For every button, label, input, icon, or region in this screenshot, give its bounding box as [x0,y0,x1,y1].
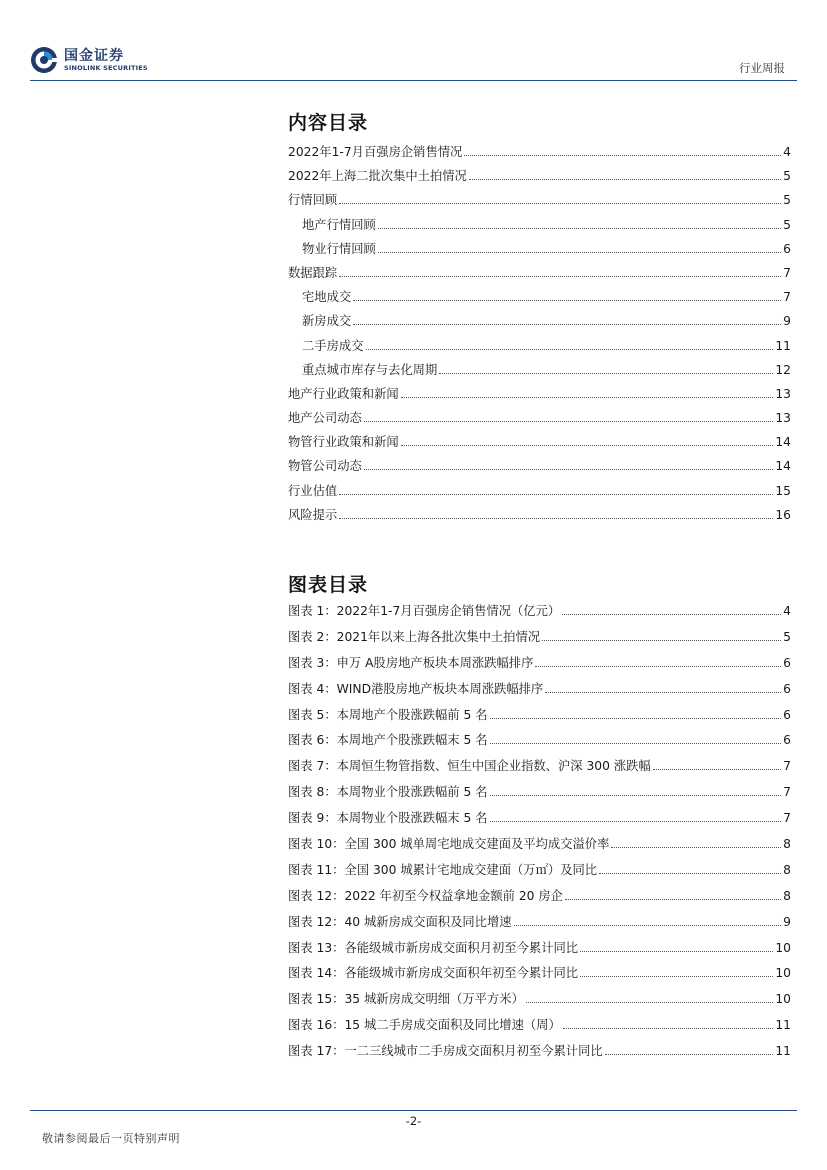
figure-entry[interactable] [288,860,791,886]
dot-leader [514,924,782,926]
toc-entry-label: 风险提示 [288,507,338,522]
company-logo [30,46,148,74]
toc-entry-page: 6 [783,241,791,256]
dot-leader [526,1001,773,1003]
dot-leader [339,275,781,277]
figure-entry-label: 图表 8：本周物业个股涨跌幅前 5 名 [288,785,488,800]
toc-entry-label: 2022年1-7月百强房企销售情况 [288,145,463,159]
figure-entry-page: 7 [783,785,791,800]
toc-entry[interactable] [288,505,791,529]
page-header [0,0,827,82]
toc-entry[interactable] [288,263,791,287]
figure-entry[interactable] [288,756,791,782]
toc-entry-label: 行情回顾 [288,193,338,208]
figure-entry[interactable] [288,782,791,808]
figure-entry[interactable] [288,627,791,653]
figure-entry-page: 8 [783,837,791,852]
dot-leader [535,665,781,667]
toc-entry-page: 12 [775,362,791,377]
toc-entry-label: 地产行业政策和新闻 [288,386,399,401]
header-divider [30,80,797,81]
figure-entry-label: 图表 16：15 城二手房成交面积及同比增速（周） [288,1018,561,1033]
dot-leader [378,227,781,229]
dot-leader [401,396,774,398]
figure-entry-label: 图表 2：2021年以来上海各批次集中土拍情况 [288,629,541,644]
toc-entry[interactable] [288,311,791,335]
figures-title: 图表目录 [288,574,369,596]
toc-entry-label: 物管行业政策和新闻 [288,435,399,450]
dot-leader [378,251,781,253]
dot-leader [353,299,781,301]
figure-entry-page: 10 [775,992,791,1007]
toc-entry-label: 数据跟踪 [288,265,338,280]
footer-divider [30,1110,797,1111]
figure-entry-label: 图表 12：40 城新房成交面积及同比增速 [288,914,512,929]
toc-entry-label: 新房成交 [302,314,352,329]
figure-entry-label: 图表 17：一二三线城市二手房成交面积月初至今累计同比 [288,1044,603,1059]
dot-leader [469,178,781,180]
dot-leader [605,1053,774,1055]
figure-entry-page: 7 [783,811,791,826]
figure-entry-page: 6 [783,655,791,670]
dot-leader [562,613,781,615]
dot-leader [353,323,781,325]
dot-leader [364,468,774,470]
toc-entry-page: 15 [775,483,791,498]
figure-entry-label: 图表 14：各能级城市新房成交面积年初至今累计同比 [288,966,579,981]
toc-entry-page: 13 [775,411,791,426]
contents-title: 内容目录 [288,112,369,134]
toc-entry-label: 二手房成交 [302,338,364,353]
figure-entry[interactable] [288,730,791,756]
figure-entry-page: 7 [783,759,791,774]
dot-leader [490,742,782,744]
toc-entry-page: 5 [783,217,791,232]
figure-entry-label: 图表 9：本周物业个股涨跌幅末 5 名 [288,811,488,826]
figure-entry-label: 图表 10：全国 300 城单周宅地成交建面及平均成交溢价率 [288,837,610,852]
logo-english-name: SINOLINK SECURITIES [64,63,148,72]
dot-leader [439,372,773,374]
dot-leader [545,691,781,693]
figure-entry-page: 5 [783,629,791,644]
figure-entry-page: 8 [783,888,791,903]
figure-entry[interactable] [288,653,791,679]
toc-entry[interactable] [288,215,791,239]
figure-entry[interactable] [288,1015,791,1041]
toc-entry[interactable] [288,190,791,214]
figure-entry[interactable] [288,601,791,627]
figures-list [288,601,791,1067]
logo-chinese-name: 国金证券 [64,47,124,64]
figure-entry-page: 11 [775,1044,791,1059]
dot-leader [611,846,781,848]
figure-entry-label: 图表 5：本周地产个股涨跌幅前 5 名 [288,707,488,722]
figure-entry[interactable] [288,963,791,989]
toc-entry[interactable] [288,360,791,384]
toc-entry-page: 11 [775,338,791,353]
dot-leader [565,898,781,900]
toc-entry[interactable] [288,384,791,408]
dot-leader [339,517,773,519]
dot-leader [542,639,781,641]
figure-entry-page: 6 [783,681,791,696]
toc-entry-label: 物管公司动态 [288,459,362,474]
dot-leader [339,202,781,204]
toc-entry[interactable] [288,142,791,166]
toc-entry-page: 7 [783,265,791,280]
figure-entry-label: 图表 12：2022 年初至今权益拿地金额前 20 房企 [288,888,563,903]
figure-entry-label: 图表 15：35 城新房成交明细（万平方米） [288,992,524,1007]
toc-entry[interactable] [288,408,791,432]
figure-entry-label: 图表 11：全国 300 城累计宅地成交建面（万㎡）及同比 [288,862,598,877]
toc-entry-label: 地产行情回顾 [302,217,376,232]
dot-leader [464,154,781,156]
figure-entry[interactable] [288,1041,791,1067]
toc-entry-page: 4 [783,145,791,159]
figure-entry[interactable] [288,912,791,938]
toc-entry-label: 地产公司动态 [288,411,362,426]
figure-entry-page: 8 [783,862,791,877]
contents-list [288,142,791,529]
figure-entry[interactable] [288,679,791,705]
toc-entry-page: 5 [783,193,791,208]
figure-entry-page: 6 [783,733,791,748]
dot-leader [339,493,773,495]
dot-leader [653,768,781,770]
toc-entry-page: 13 [775,386,791,401]
document-type: 行业周报 [739,61,785,75]
figure-entry-label: 图表 7：本周恒生物管指数、恒生中国企业指数、沪深 300 涨跌幅 [288,759,651,774]
figure-entry[interactable] [288,705,791,731]
dot-leader [364,420,774,422]
figure-entry-label: 图表 3：申万 A股房地产板块本周涨跌幅排序 [288,655,534,670]
figure-entry-label: 图表 4：WIND港股房地产板块本周涨跌幅排序 [288,681,544,696]
figure-entry[interactable] [288,938,791,964]
toc-entry[interactable] [288,287,791,311]
footer-disclaimer: 敬请参阅最后一页特别声明 [42,1132,180,1145]
figure-entry-page: 6 [783,707,791,722]
figure-entry-page: 10 [775,940,791,955]
toc-entry-label: 宅地成交 [302,290,352,305]
figure-entry[interactable] [288,989,791,1015]
toc-entry[interactable] [288,481,791,505]
toc-entry-page: 9 [783,314,791,329]
dot-leader [580,950,773,952]
page-number: -2- [405,1114,422,1128]
toc-entry[interactable] [288,456,791,480]
toc-entry-page: 14 [775,459,791,474]
sinolink-logo-icon [30,46,58,74]
toc-entry-label: 物业行情回顾 [302,241,376,256]
toc-entry-label: 2022年上海二批次集中土拍情况 [288,169,467,184]
figure-entry-label: 图表 6：本周地产个股涨跌幅末 5 名 [288,733,488,748]
toc-entry-label: 行业估值 [288,483,338,498]
figure-entry[interactable] [288,808,791,834]
toc-entry[interactable] [288,239,791,263]
dot-leader [580,975,773,977]
figure-entry[interactable] [288,834,791,860]
figure-entry-page: 11 [775,1018,791,1033]
toc-entry[interactable] [288,166,791,190]
dot-leader [563,1027,774,1029]
figure-entry-label: 图表 1：2022年1-7月百强房企销售情况（亿元） [288,604,561,618]
figure-entry-page: 10 [775,966,791,981]
figure-entry-page: 4 [783,604,791,618]
figure-entry-label: 图表 13：各能级城市新房成交面积月初至今累计同比 [288,940,579,955]
figure-entry[interactable] [288,886,791,912]
dot-leader [490,820,782,822]
figure-entry-page: 9 [783,914,791,929]
dot-leader [366,348,774,350]
toc-entry[interactable] [288,432,791,456]
toc-entry-page: 7 [783,290,791,305]
dot-leader [490,794,782,796]
dot-leader [401,444,774,446]
toc-entry-page: 16 [775,507,791,522]
dot-leader [490,717,782,719]
toc-entry-label: 重点城市库存与去化周期 [302,362,438,377]
toc-entry[interactable] [288,336,791,360]
toc-entry-page: 5 [783,169,791,184]
dot-leader [599,872,781,874]
toc-entry-page: 14 [775,435,791,450]
